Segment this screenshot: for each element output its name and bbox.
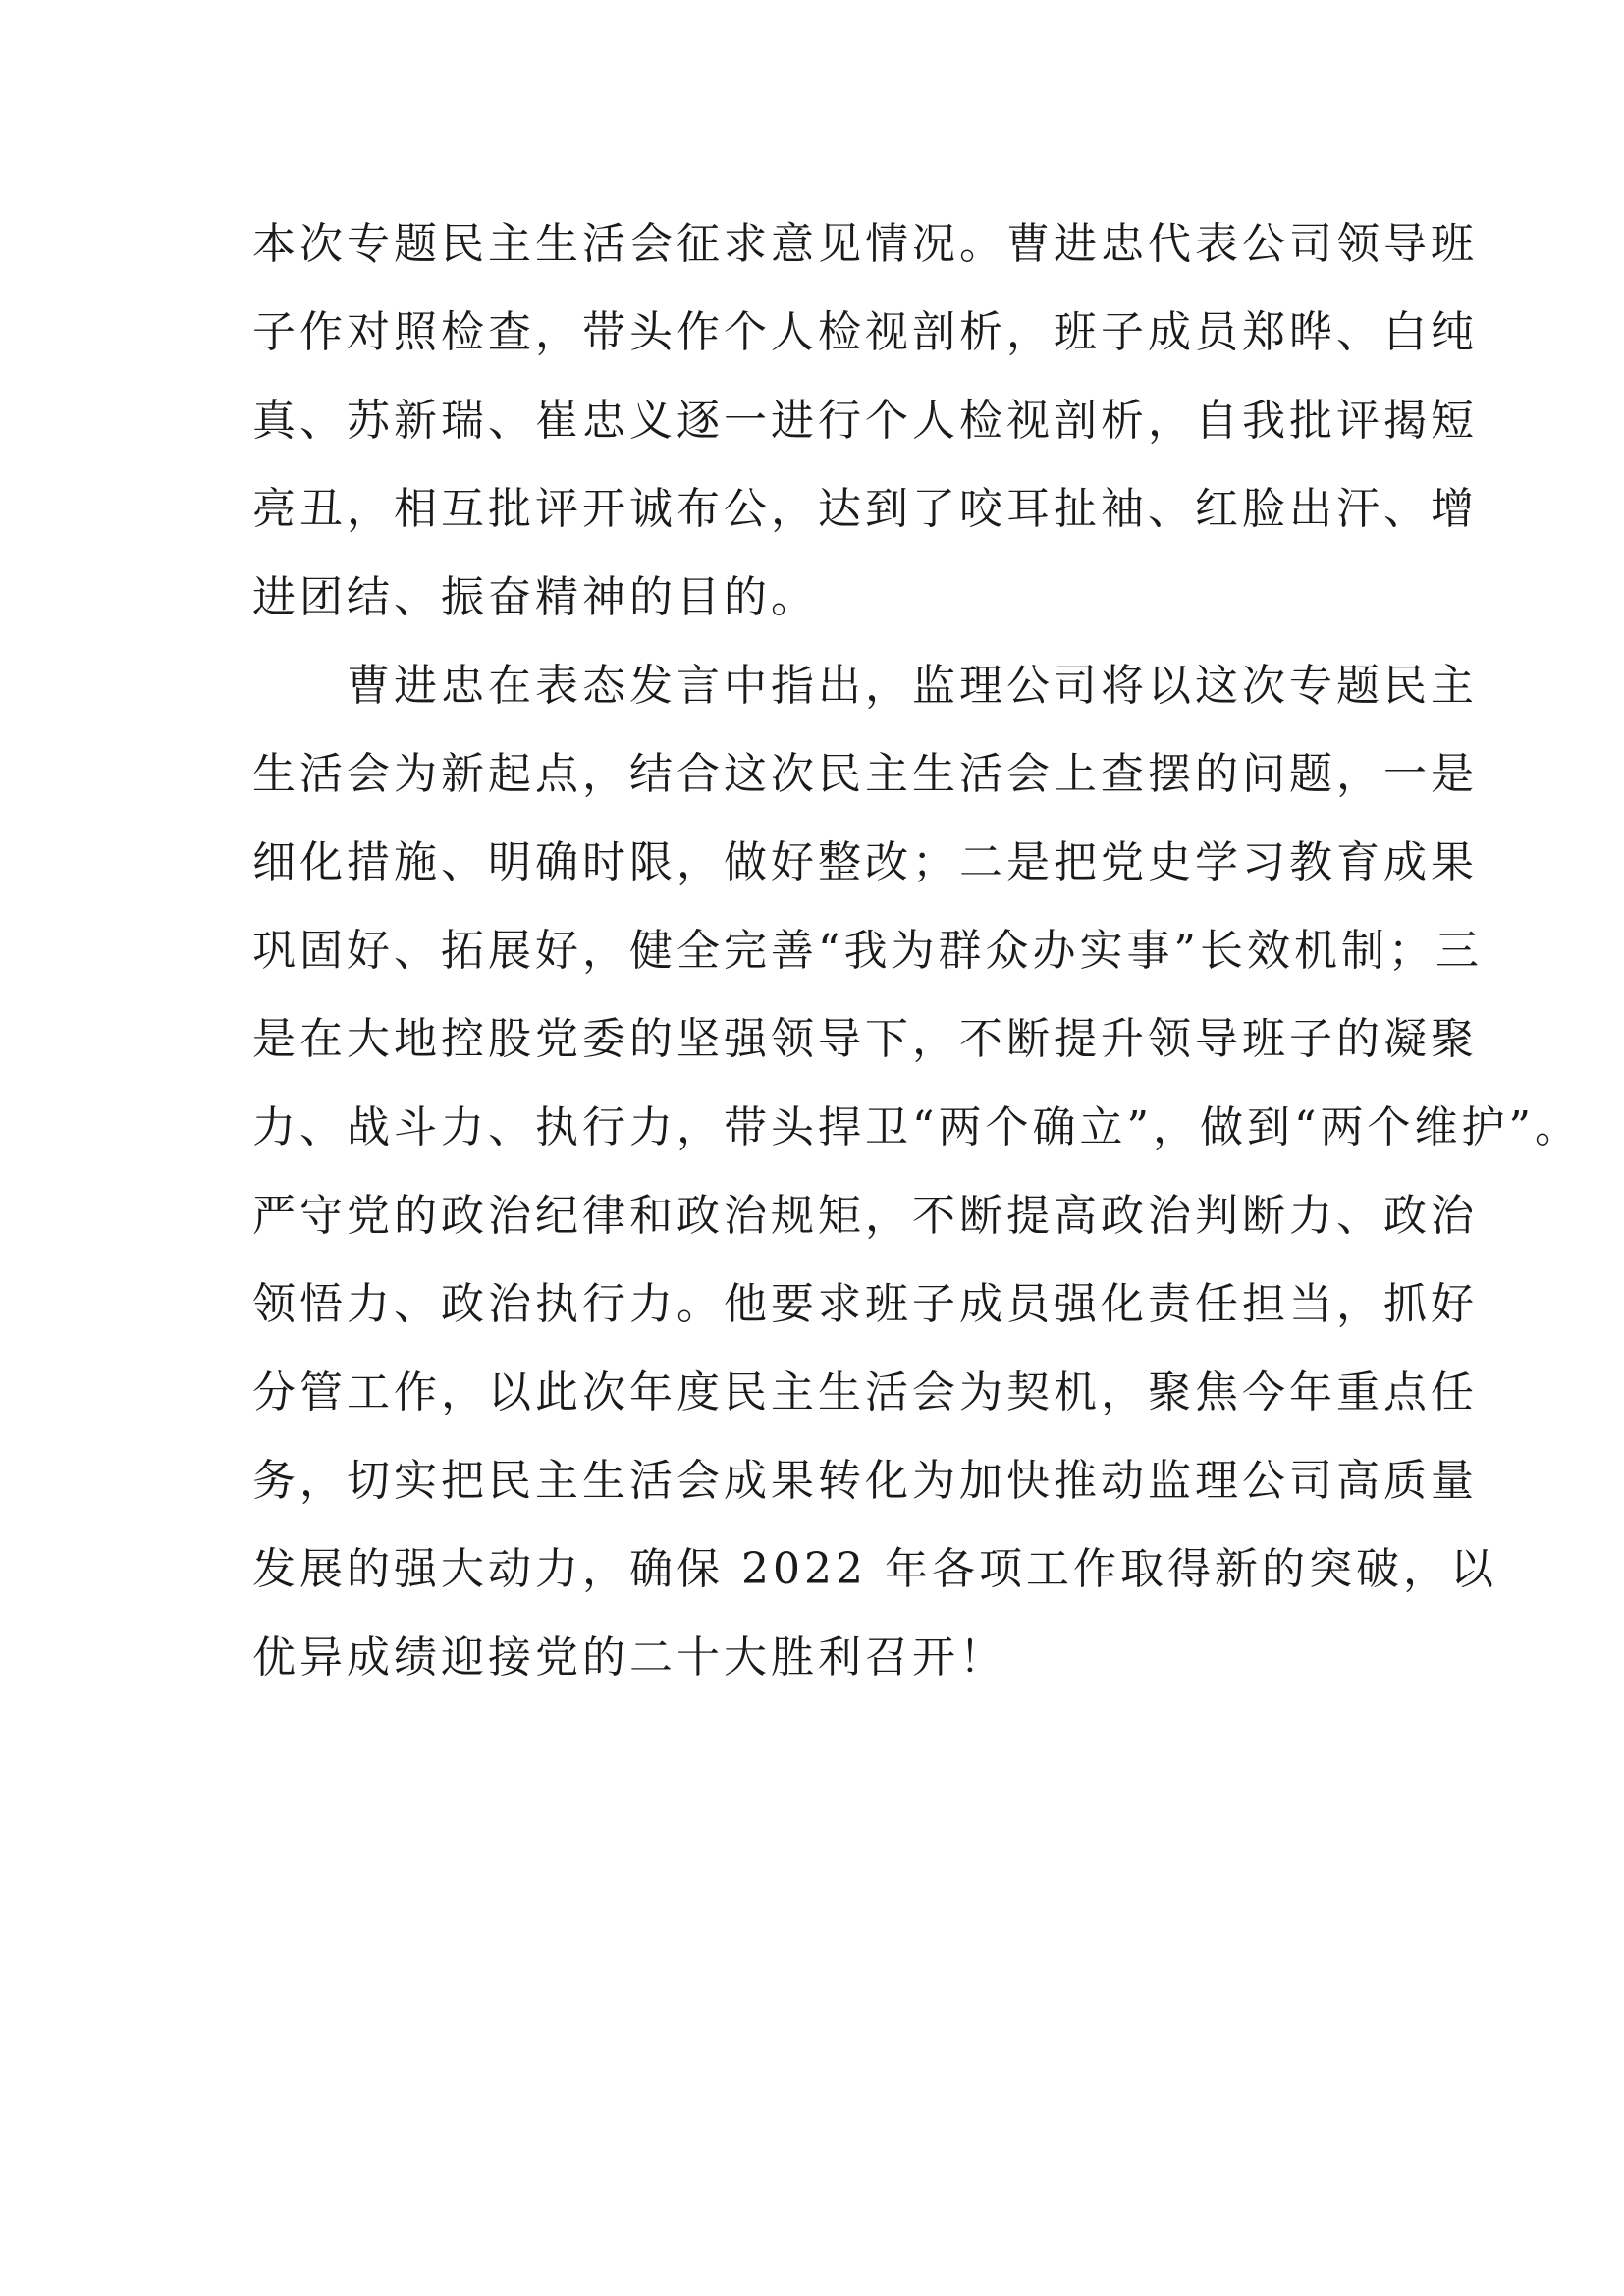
text-line: 子作对照检查，带头作个人检视剖析，班子成员郑晔、白纯 (252, 307, 1478, 357)
text-line: 生活会为新起点，结合这次民主生活会上查摆的问题，一是 (252, 749, 1478, 799)
text-line: 力、战斗力、执行力，带头捍卫“两个确立”，做到“两个维护”。 (252, 1102, 1582, 1152)
text-line: 是在大地控股党委的坚强领导下，不断提升领导班子的凝聚 (252, 1014, 1478, 1064)
text-line: 发展的强大动力，确保 2022 年各项工作取得新的突破，以 (252, 1544, 1497, 1594)
text-line: 优异成绩迎接党的二十大胜利召开！ (252, 1632, 1006, 1682)
text-line: 曹进忠在表态发言中指出，监理公司将以这次专题民主 (252, 661, 1478, 711)
text-line: 领悟力、政治执行力。他要求班子成员强化责任担当，抓好 (252, 1279, 1478, 1329)
text-line: 进团结、振奋精神的目的。 (252, 572, 818, 622)
text-line: 真、苏新瑞、崔忠义逐一进行个人检视剖析，自我批评揭短 (252, 396, 1478, 446)
text-line: 细化措施、明确时限，做好整改；二是把党史学习教育成果 (252, 837, 1478, 887)
paragraph-2 (252, 642, 1582, 1702)
text-line: 严守党的政治纪律和政治规矩，不断提高政治判断力、政治 (252, 1191, 1478, 1241)
text-line: 分管工作，以此次年度民主生活会为契机，聚焦今年重点任 (252, 1367, 1478, 1417)
document-body (252, 200, 1582, 1702)
text-line: 巩固好、拓展好，健全完善“我为群众办实事”长效机制；三 (252, 926, 1483, 976)
text-line: 务，切实把民主生活会成果转化为加快推动监理公司高质量 (252, 1456, 1478, 1506)
paragraph-1 (252, 200, 1478, 642)
text-line: 本次专题民主生活会征求意见情况。曹进忠代表公司领导班 (252, 219, 1478, 269)
text-line: 亮丑，相互批评开诚布公，达到了咬耳扯袖、红脸出汗、增 (252, 484, 1478, 534)
